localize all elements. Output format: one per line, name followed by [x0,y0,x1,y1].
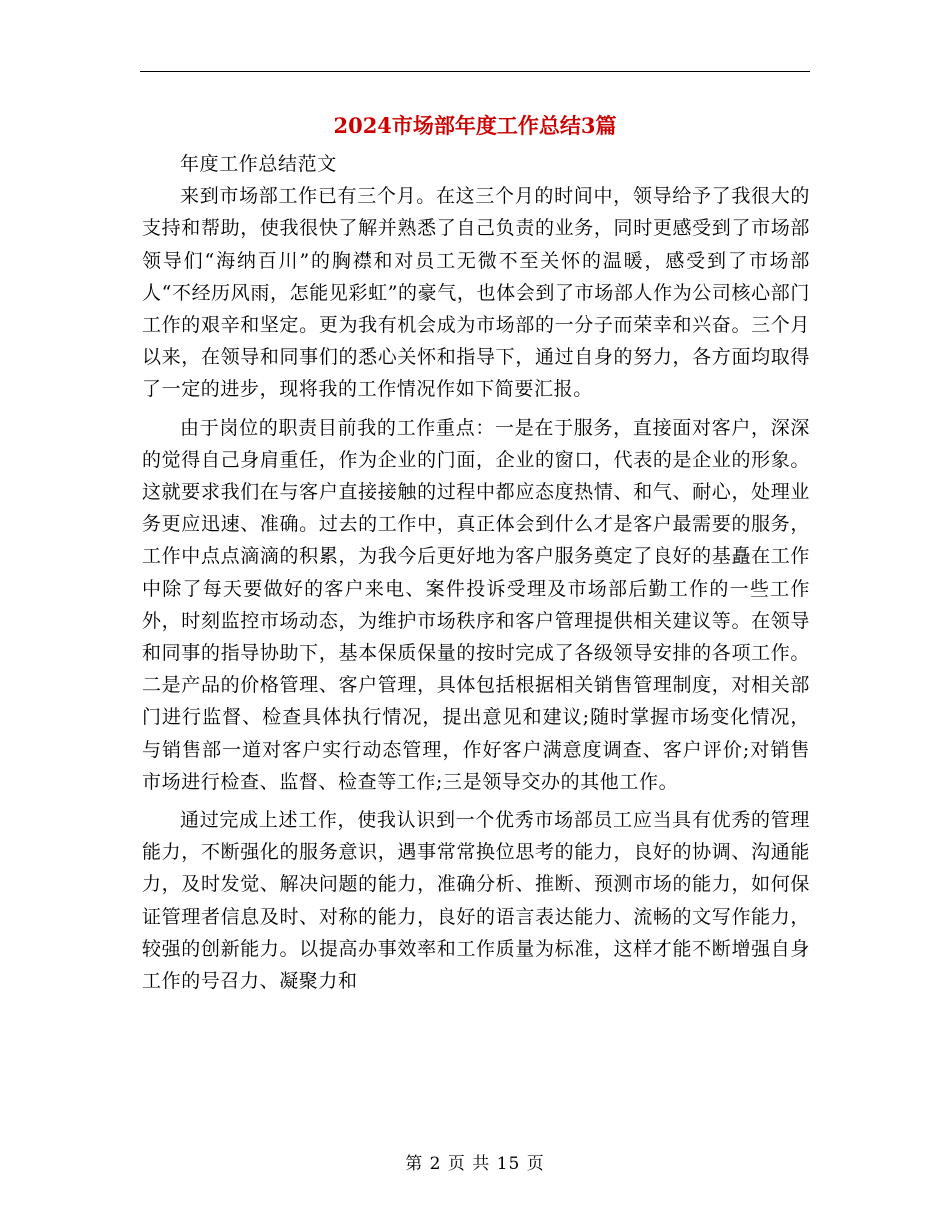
document-body [142,148,810,1003]
paragraph-1: 来到市场部工作已有三个月。在这三个月的时间中，领导给予了我很大的支持和帮助，使我很快了解并熟悉了自己负责的业务，同时更感受到了市场部领导们“海纳百川”的胸襟和对员工无微不至关怀的温暖，感受到了市场部人“不经历风雨，怎能见彩虹”的豪气，也体会到了市场部人作为公司核心部门工作的艰辛和坚定。更为我有机会成为市场部的一分子而荣幸和兴奋。三个月以来，在领导和同事们的悉心关怀和指导下，通过自身的努力，各方面均取得了一定的进步，现将我的工作情况作如下简要汇报。 [142,185,810,401]
document-title: 2024市场部年度工作总结3篇 [333,113,617,138]
page-footer [140,1152,810,1176]
document-subtitle: 年度工作总结范文 [180,153,337,175]
paragraph-3: 通过完成上述工作，使我认识到一个优秀市场部员工应当具有优秀的管理能力，不断强化的服务意识，遇事常常换位思考的能力，良好的协调、沟通能力，及时发觉、解决问题的能力，准确分析、推断、预测市场的能力，如何保证管理者信息及时、对称的能力，良好的语言表达能力、流畅的文写作能力，较强的创新能力。以提高办事效率和工作质量为标准，这样才能不断增强自身工作的号召力、凝聚力和 [142,809,810,993]
page-number-label: 第 2 页 共 15 页 [405,1154,545,1174]
paragraph-2: 由于岗位的职责目前我的工作重点：一是在于服务，直接面对客户，深深的觉得自己身肩重任，作为企业的门面，企业的窗口，代表的是企业的形象。这就要求我们在与客户直接接触的过程中都应态度热情、和气、耐心，处理业务更应迅速、准确。过去的工作中，真正体会到什么才是客户最需要的服务，工作中点点滴滴的积累，为我今后更好地为客户服务奠定了良好的基矗在工作中除了每天要做好的客户来电、案件投诉受理及市场部后勤工作的一些工作外，时刻监控市场动态，为维护市场秩序和客户管理提供相关建议等。在领导和同事的指导协助下，基本保质保量的按时完成了各级领导安排的各项工作。二是产品的价格管理、客户管理，具体包括根据相关销售管理制度，对相关部门进行监督、检查具体执行情况，提出意见和建议;随时掌握市场变化情况，与销售部一道对客户实行动态管理，作好客户满意度调查、客户评价;对销售市场进行检查、监督、检查等工作;三是领导交办的其他工作。 [142,416,810,793]
header-rule [140,71,810,72]
